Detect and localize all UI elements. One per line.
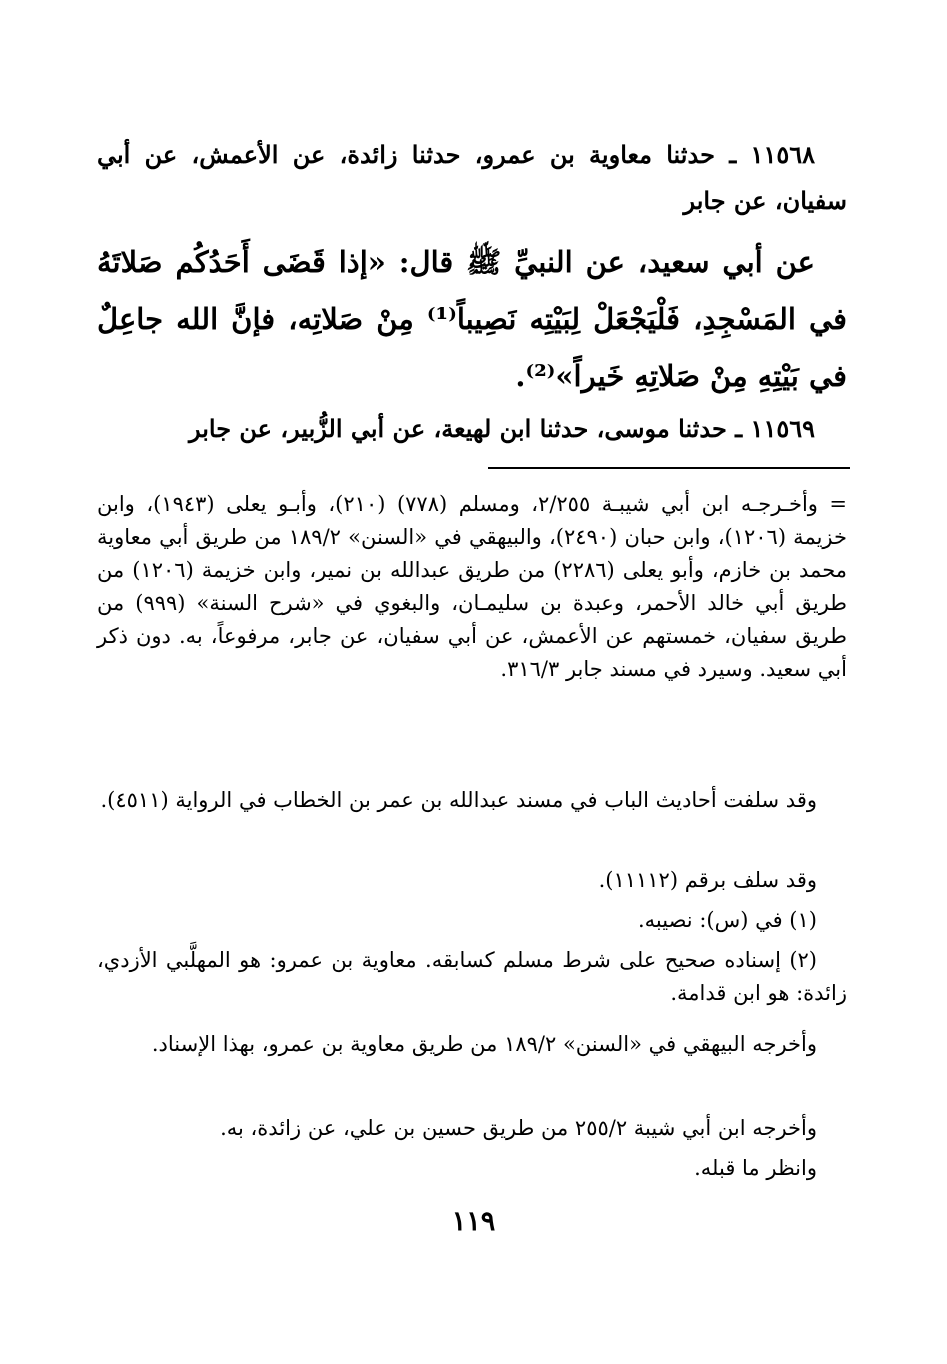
footnote-paragraph: وقد سلف برقم (١١١١٢). (598, 868, 817, 892)
footnote-paragraph: وقد سلفت أحاديث الباب في مسند عبدالله بن عمر بن الخطاب في الرواية (٤٥١١). (100, 788, 817, 812)
hadith-11568-isnad: ١١٥٦٨ ـ حدثنا معاوية بن عمرو، حدثنا زائدة، عن الأعمش، عن أبي سفيان، عن جابر (97, 140, 847, 215)
footnote-continuation: = وأخـرجـه ابن أبي شيبـة ٢/٢٥٥، ومسلم (٧٧٨) (٢١٠)، وأبـو يعلى (١٩٤٣)، وابن خزيمة (١٢٠٦)، وابن حبان (٢٤٩٠)، والبيهقي في «السنن» ١٨٩/٢ من طريق أبي معاوية محمد بن خازم، وأبو يعلى (٢٢٨٦) من طريق عبدالله بن نمير، وابن خزيمة (١٢٠٦) من طريق أبي خالد الأحمر، وعبدة بن سليمـان، والبغوي في «شرح السنة» (٩٩٩) من طريق سفيان، خمستهم عن الأعمش، عن أبي سفيان، عن جابر، مرفوعاً، به. دون ذكر أبي سعيد. وسيرد في مسند جابر ٣١٦/٣. (97, 492, 848, 681)
footnote-1: (١) في (س): نصيبه. (637, 908, 817, 932)
footnote-divider (488, 467, 850, 469)
footnote-paragraph: وأخرجه ابن أبي شيبة ٢٥٥/٢ من طريق حسين بن علي، عن زائدة، به. (220, 1116, 817, 1140)
hadith-11568-matn: عن أبي سعيد، عن النبيِّ ﷺ قال: «إذا قَضَى أَحَدُكُم صَلاتَهُ في المَسْجِدِ، فَلْيَجْعَلْ لِبَيْتِه نَصِيباً⁽¹⁾ مِنْ صَلاتِه، فإنَّ الله جاعِلٌ في بَيْتِهِ مِنْ صَلاتِهِ خَيراً»⁽²⁾. (97, 245, 848, 393)
hadith-11569-isnad: ١١٥٦٩ ـ حدثنا موسى، حدثنا ابن لهيعة، عن أبي الزُّبير، عن جابر (188, 414, 815, 443)
footnote-paragraph: وأخرجه البيهقي في «السنن» ١٨٩/٢ من طريق معاوية بن عمرو، بهذا الإسناد. (151, 1032, 817, 1056)
footnote-paragraph: وانظر ما قبله. (694, 1156, 817, 1180)
footnote-2: (٢) إسناده صحيح على شرط مسلم كسابقه. معاوية بن عمرو: هو المهلَّبي الأزدي، زائدة: هو ابن قدامة. (97, 948, 847, 1005)
page-number: ١١٩ (451, 1206, 496, 1237)
